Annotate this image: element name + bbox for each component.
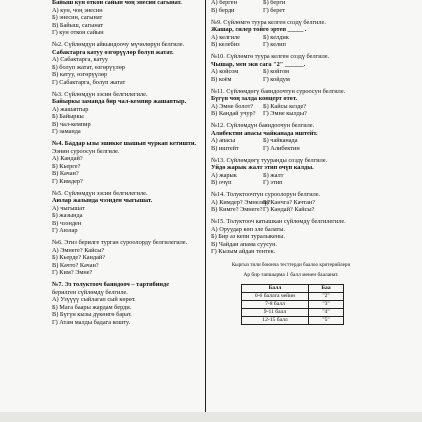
answer-option: А) жарык	[211, 171, 237, 179]
question-prompt: №7. Эз толуктооч баяндооч – тартибинде	[52, 281, 169, 288]
question-q10	[211, 53, 371, 83]
answer-row	[211, 179, 371, 187]
grading-cell-baa: "5"	[309, 316, 344, 324]
question-line: А) Узүүүү сыйлагап сый көрөт.	[52, 296, 136, 303]
question-q1	[52, 0, 200, 37]
grading-table	[241, 284, 344, 325]
answer-row	[211, 68, 371, 76]
answer-row	[211, 199, 371, 207]
column-divider	[205, 0, 206, 412]
question-line: №13. Сүйлөмдөгү тууранды создү белгиле.	[211, 156, 328, 164]
grading-cell-ball: 0-6 баллга чейин	[242, 292, 309, 300]
question-q11	[211, 88, 371, 118]
question-line: №6. Эгиз берилге турган суроолорду белгилегиле.	[52, 239, 188, 246]
answer-row	[211, 110, 371, 118]
answer-option: А) койсом	[211, 68, 239, 75]
grading-subtitle: Ар бир тапшырма 1 балл менен бааланат.	[243, 272, 339, 278]
answer-row	[211, 34, 371, 42]
question-q2	[52, 41, 200, 86]
answer-option: Г) Эмне кылды?	[263, 110, 307, 117]
answer-option: Б) берги	[263, 0, 286, 6]
question-line: А) кун, чоң энесин	[52, 6, 103, 14]
question-line: А) жашаптыр	[52, 105, 89, 113]
question-line: Г) Сабактарга, болуп жатат	[52, 78, 126, 86]
question-q6	[52, 239, 200, 277]
answer-row	[211, 145, 371, 153]
answer-row	[211, 172, 371, 180]
grading-title: Кыргыз тили боюнча тесттерди баалоо критерийлери	[231, 261, 351, 268]
question-q13	[211, 157, 371, 187]
question-line: Б) болуп жатат, өзгөрүүлөр	[52, 63, 125, 71]
question-line: Г) Кызым айдан тентек.	[211, 248, 276, 255]
grading-header-ball: Балл	[242, 284, 309, 292]
answer-option: Б) чайканада	[263, 137, 298, 144]
answer-option: А) Эмне болот?	[211, 102, 254, 110]
grading-cell-ball: 9-11 балл	[242, 308, 309, 316]
question-line: А) Сабактарга, катуу	[52, 56, 109, 63]
grading-cell-baa: "3"	[309, 300, 344, 308]
question-q15	[211, 218, 371, 256]
question-q5	[52, 190, 200, 235]
question-line: А) Кандай?	[52, 155, 83, 162]
answer-option: В) коём	[211, 75, 232, 83]
question-line: В) катуу, өзгөрүүлөр	[52, 71, 108, 78]
right-questions	[211, 0, 371, 256]
question-line: Б) энесин, сагынат	[52, 14, 103, 21]
answer-option: Б) Канчга? Качтан?	[263, 198, 316, 206]
question-line: №15. Толуктооч катышкан сүйлөмдү белгилегиле.	[211, 218, 346, 225]
answer-row	[211, 7, 371, 15]
question-prompt: Байыркы заманда бир чал-кемпир жашаптыр.	[52, 98, 187, 105]
answer-option: А) Кимдер? Эмнелер?	[211, 198, 271, 206]
question-prompt: Жашар, силер тойго эртен _____ .	[211, 26, 307, 33]
question-line: А) чыгышат	[52, 204, 85, 212]
answer-option: В) Кандай учур?	[211, 110, 256, 117]
answer-row	[211, 103, 371, 111]
question-line: берилген сүйлөмдү белгиле.	[52, 288, 128, 296]
answer-option: А) келгиле	[211, 33, 240, 41]
question-line: №2. Сүйлөмдүн айкындоочу мүчөлөрүн белгиле.	[52, 41, 185, 48]
question-line: Г) Кимдер?	[52, 177, 83, 185]
question-q3	[52, 91, 200, 136]
question-line: В) Байыш, сагынат	[52, 21, 104, 29]
answer-option: Г) берет	[263, 6, 285, 14]
page-bottom-shadow	[0, 412, 422, 422]
question-prompt: Сабактарга катуу өзгөрүүлөр болуп жатат.	[52, 48, 174, 56]
question-prompt: Алибектин апасы чайканада иштейт.	[211, 129, 318, 137]
grading-row	[242, 316, 344, 324]
answer-option: Б) жалт	[263, 171, 284, 179]
question-line: В) Бүгүн кызы дүкөнгө барат.	[52, 311, 132, 318]
question-prompt: Бүгүн чоң залда концерт өтөт.	[211, 95, 298, 102]
question-line: №3. Сүйлөмдүн ээсин белгилегиле.	[52, 90, 148, 98]
answer-option: Б) койгом	[263, 68, 289, 75]
answer-option: А) берген	[211, 0, 237, 6]
question-line: В) чал-кемпир	[52, 120, 91, 128]
question-line: Б) жазында	[52, 212, 83, 219]
question-line: №5. Сүйлөмдүн ээсин белгилегиле.	[52, 189, 148, 197]
grading-header-baa: Баа	[309, 284, 344, 292]
answer-option: Г) этип	[263, 179, 283, 186]
answer-option: Г) койдум	[263, 75, 290, 83]
question-line: В) чээнден	[52, 219, 82, 227]
grading-row	[242, 308, 344, 316]
left-column	[52, 0, 200, 326]
answer-option: Г) Алибектин	[263, 144, 300, 152]
question-line: Б) Кьерде? Кандай?	[52, 254, 106, 261]
answer-row	[211, 137, 371, 145]
answer-row	[211, 41, 371, 49]
question-prompt: Уйдө жарык жалт этип очүп калды.	[211, 164, 314, 171]
grading-cell-baa: "4"	[309, 308, 344, 316]
question-q12	[211, 122, 371, 152]
grading-cell-ball: 7-8 балл	[242, 300, 309, 308]
question-line: Б) Кьерге?	[52, 162, 81, 170]
question-prompt: Байыш кун откон сайын чоң энесин сагынат.	[52, 0, 182, 6]
question-line: В) Чайдан апама суусун.	[211, 240, 278, 248]
question-prompt: Чышар, мен эки сага "2" ______.	[211, 60, 306, 68]
question-line: В) Качан?	[52, 170, 79, 177]
grading-cell-ball: 12-15 балл	[242, 316, 309, 324]
answer-option: В) очүп	[211, 179, 232, 186]
question-q7	[52, 281, 200, 326]
grading-header-row	[242, 284, 344, 292]
question-line: №9. Сүйлөмгө туура келген создү белгиле.	[211, 18, 326, 26]
question-line: №12. Сүйлөмдүн баяндоочун белгиле.	[211, 122, 315, 129]
question-line: №11. Сүйлөмдөгү баяндоочтун суроосун белгиле.	[211, 87, 346, 95]
question-line: Б) Мага баары жардам берди.	[52, 303, 132, 311]
answer-option: А) апасы	[211, 137, 236, 144]
answer-option: В) иштейт	[211, 144, 239, 152]
question-line: Ээнин суроосун белгиле.	[52, 147, 120, 155]
question-prompt: Аюлар жазында чээнден чыгышат.	[52, 197, 153, 204]
grading-row	[242, 300, 344, 308]
question-line: Г) Аюлар	[52, 227, 78, 234]
answer-option: В) келебиз	[211, 41, 240, 48]
question-line: Г) кун откон сайын	[52, 29, 104, 36]
answer-option: Б) Кайсы кезде?	[263, 102, 307, 110]
question-q9	[211, 19, 371, 49]
grading-row	[242, 292, 344, 300]
question-line: Г) заманда	[52, 128, 81, 135]
question-line: В) Качто? Качан?	[52, 261, 99, 269]
question-line: А) Оруудар көп эле балаты.	[211, 225, 286, 233]
question-line: №14. Толуктоочтун суроолорун белгиле.	[211, 191, 321, 198]
question-line: Б) Байыркы	[52, 113, 84, 120]
answer-row	[211, 206, 371, 214]
answer-row	[211, 76, 371, 84]
answer-option: В) берди	[211, 6, 235, 14]
question-prompt: №4. Баддар ызы эшикке шашып чуркап кетишти.	[52, 140, 197, 147]
answer-option: В) Кимге? Эмнеге?	[211, 206, 263, 213]
question-line: А) Эмнеге? Кайсы?	[52, 246, 105, 254]
question-q8	[211, 0, 371, 14]
grading-cell-baa: "2"	[309, 292, 344, 300]
question-line: Б) Бир аз кепи туралыкены.	[211, 233, 285, 240]
answer-option: Б) келдик	[263, 33, 289, 41]
question-line: Г) Атам малды бадага кошту.	[52, 318, 131, 326]
question-q4	[52, 140, 200, 185]
question-line: Г) Ким? Эмне?	[52, 269, 93, 276]
answer-option: Г) Кандай? Кайсы?	[263, 206, 315, 213]
question-line: №10. Сүйлөмгө туура келген создү белгиле.	[211, 53, 330, 60]
answer-option: Г) келип	[263, 41, 286, 48]
question-q14	[211, 191, 371, 214]
right-column	[211, 0, 371, 325]
